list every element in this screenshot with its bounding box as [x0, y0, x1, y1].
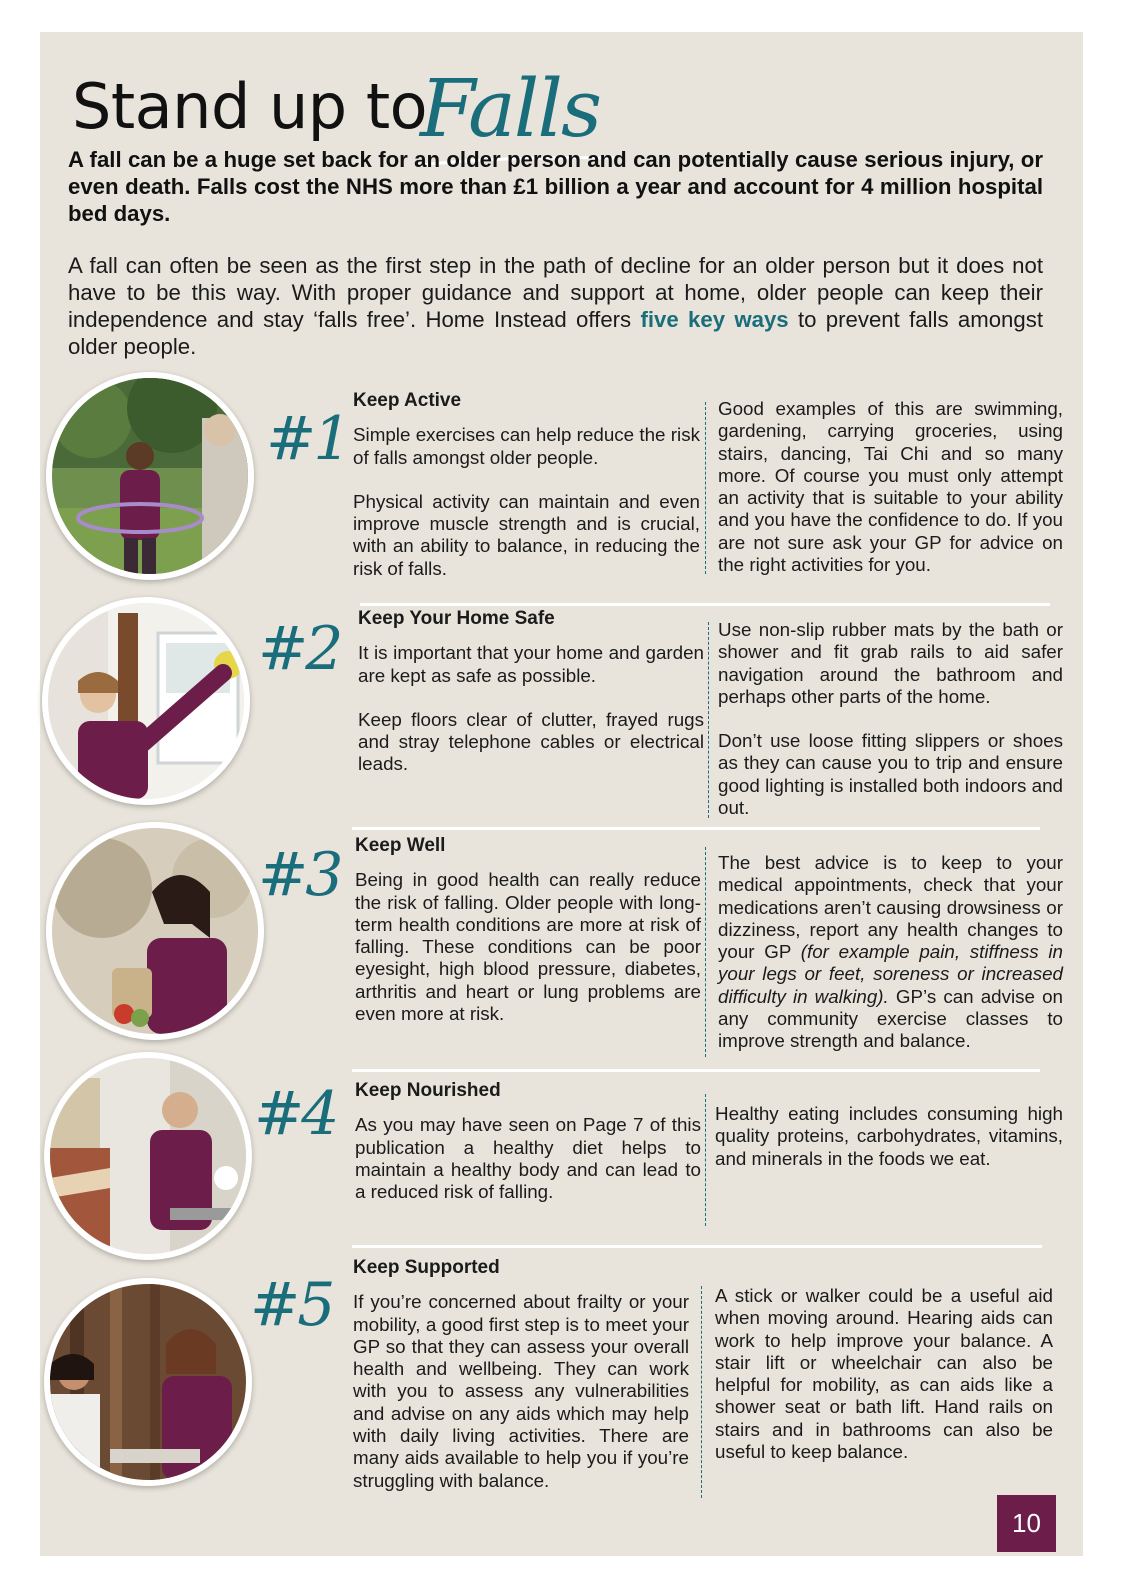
number-5: #5 [250, 1270, 333, 1340]
page-panel [40, 32, 1083, 1556]
separator-1 [360, 603, 1050, 606]
section-1-right-column [718, 398, 1063, 576]
section-4-right-p1: Healthy eating includes consuming high quality proteins, carbohydrates, vitamins, and minerals in the foods we eat. [715, 1103, 1063, 1169]
section-2-left-p1: It is important that your home and garden are kept as safe as possible. [358, 642, 704, 686]
section-2-right-column [718, 619, 1063, 819]
section-3-right-p1 [718, 852, 1063, 1053]
photo-keep-home-safe [42, 597, 250, 805]
section-5-heading: Keep Supported [353, 1257, 500, 1278]
number-1: #1 [266, 404, 349, 474]
section-4-divider [705, 1094, 706, 1226]
section-1-left-column [353, 390, 700, 580]
section-3-left-column [355, 835, 701, 1025]
photo-keep-active [46, 372, 254, 580]
section-2-heading: Keep Your Home Safe [358, 608, 555, 629]
section-3-heading: Keep Well [355, 835, 446, 856]
separator-3 [352, 1069, 1040, 1072]
section-2-right-p2: Don’t use loose fitting slippers or shoes as they can cause you to trip and ensure good lighting is installed both indoors and out. [718, 730, 1063, 819]
section-2-divider [708, 622, 709, 818]
section-3-right-text-after: GP’s can advise on any community exercise classes to improve strength and balance. [718, 985, 1063, 1052]
section-2-left-column [358, 608, 704, 776]
section-4-heading: Keep Nourished [355, 1080, 501, 1101]
section-5-right-column [715, 1285, 1053, 1463]
section-5-right-p1: A stick or walker could be a useful aid when moving around. Hearing aids can work to help improve your balance. A stair lift or wheelchair can also be helpful for mobility, as can aids like a shower seat or bath lift. Hand rails on stairs and in bathrooms can also be useful to keep balance. [715, 1285, 1053, 1463]
photo-keep-nourished [44, 1052, 252, 1260]
photo-keep-supported [44, 1278, 252, 1486]
separator-2 [352, 827, 1040, 830]
photo-keep-well [46, 822, 264, 1040]
section-4-left-column [355, 1080, 701, 1203]
title-plain: Stand up to [72, 70, 428, 143]
section-3-right-italic: (for example pain, stiffness in your legs or feet, soreness or increased difficulty in walking). [718, 941, 1063, 1007]
section-3-right-text: The best advice is to keep to your medical appointments, check that your medications aren’t causing drowsiness or dizziness, report any health changes to your GP [718, 852, 1063, 963]
section-4-left-p1: As you may have seen on Page 7 of this publication a healthy diet helps to maintain a healthy body and can lead to a reduced risk of falling. [355, 1114, 701, 1203]
page-number-badge: 10 [997, 1495, 1056, 1552]
number-3: #3 [258, 840, 341, 910]
title-script: Falls [420, 62, 600, 155]
section-2-right-p1: Use non-slip rubber mats by the bath or shower and fit grab rails to aid safer navigation around the bathroom and perhaps other parts of the home. [718, 619, 1063, 707]
section-1-right-p1: Good examples of this are swimming, gardening, carrying groceries, using stairs, dancing, Tai Chi and so many more. Of course you must only attempt an activity that is suitable to your ability and you have the confidence to do. If you are not sure ask your GP for advice on the right activities for you. [718, 398, 1063, 576]
section-5-left-column [353, 1257, 689, 1492]
intro-text-after: to prevent falls amongst older people. [68, 307, 1043, 359]
section-3-left-p1: Being in good health can really reduce the risk of falling. Older people with long-term health conditions are more at risk of falling. These conditions can be poor eyesight, high blood pressure, diabetes, arthritis and heart or lung problems are even more at risk. [355, 869, 701, 1025]
separator-4 [352, 1245, 1042, 1248]
lead-paragraph: A fall can be a huge set back for an older person and can potentially cause serious injury, or even death. Falls cost the NHS more than £1 billion a year and account for 4 million hospital bed days. [68, 147, 1043, 226]
intro-text-before: A fall can often be seen as the first step in the path of decline for an older person but it does not have to be this way. With proper guidance and support at home, older people can keep their independence and stay ‘falls free’. Home Instead offers [68, 253, 1043, 332]
section-1-divider [705, 402, 706, 574]
number-4: #4 [254, 1079, 337, 1149]
number-2: #2 [258, 614, 341, 684]
section-4-right-column [715, 1103, 1063, 1170]
section-5-divider [701, 1286, 702, 1498]
intro-highlight: five key ways [640, 307, 789, 332]
section-1-left-p1: Simple exercises can help reduce the risk of falls amongst older people. [353, 424, 700, 468]
section-1-left-p2: Physical activity can maintain and even improve muscle strength and is crucial, with an ability to balance, in reducing the risk of falls. [353, 490, 700, 579]
intro-paragraph [68, 252, 1043, 360]
section-2-left-p2: Keep floors clear of clutter, frayed rugs and stray telephone cables or electrical leads. [358, 708, 704, 775]
section-5-left-p1: If you’re concerned about frailty or your mobility, a good first step is to meet your GP so that they can assess your overall health and wellbeing. They can work with you to assess any vulnerabilities and advise on any aids which may help with daily living activities. There are many aids available to help you if you’re struggling with balance. [353, 1291, 689, 1491]
section-3-divider [705, 847, 706, 1057]
section-3-right-column [718, 852, 1063, 1053]
section-1-heading: Keep Active [353, 390, 462, 411]
